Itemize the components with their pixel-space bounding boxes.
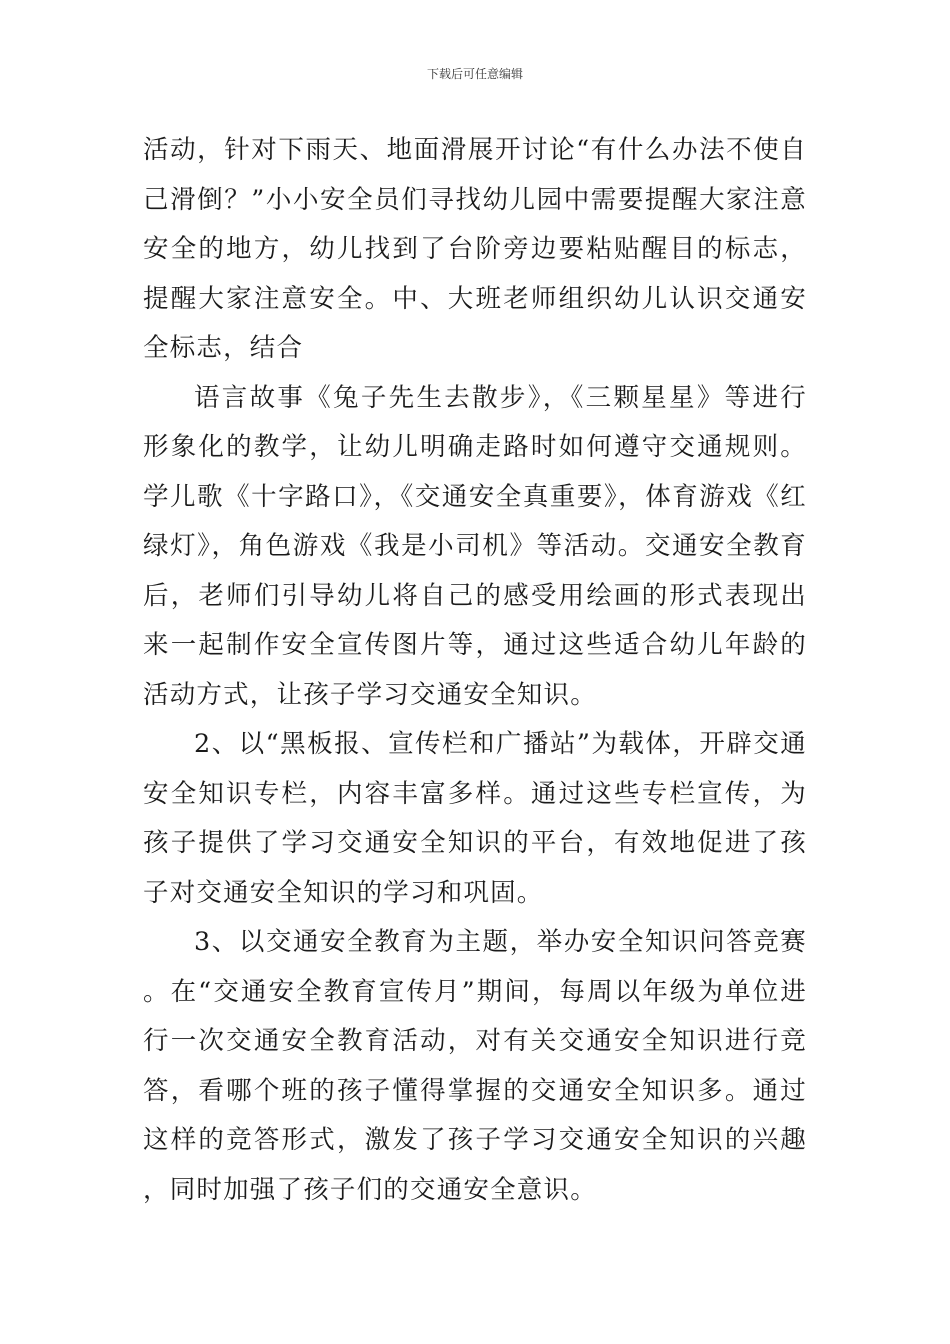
paragraph-item-2: 2、以“黑板报、宣传栏和广播站”为载体，开辟交通安全知识专栏，内容丰富多样。通过这些专栏宣传，为孩子提供了学习交通安全知识的平台，有效地促进了孩子对交通安全知识的学习和巩固。 — [143, 729, 807, 908]
page-header: 下载后可任意编辑 — [426, 67, 523, 81]
paragraph-item-3: 3、以交通安全教育为主题，举办安全知识问答竞赛。在“交通安全教育宣传月”期间，每周以年级为单位进行一次交通安全教育活动，对有关交通安全知识进行竞答，看哪个班的孩子懂得掌握的交通安全知识多。通过这样的竞答形式，激发了孩子学习交通安全知识的兴趣，同时加强了孩子们的交通安全意识。 — [143, 927, 807, 1205]
document-body — [143, 126, 807, 1215]
paragraph-continuation: 活动，针对下雨天、地面滑展开讨论“有什么办法不使自己滑倒？”小小安全员们寻找幼儿园中需要提醒大家注意安全的地方，幼儿找到了台阶旁边要粘贴醒目的标志，提醒大家注意安全。中、大班老师组织幼儿认识交通安全标志，结合 — [143, 135, 807, 363]
paragraph-language-stories: 语言故事《兔子先生去散步》，《三颗星星》等进行形象化的教学，让幼儿明确走路时如何遵守交通规则。学儿歌《十字路口》，《交通安全真重要》，体育游戏《红绿灯》，角色游戏《我是小司机》等活动。交通安全教育后，老师们引导幼儿将自己的感受用绘画的形式表现出来一起制作安全宣传图片等，通过这些适合幼儿年龄的活动方式，让孩子学习交通安全知识。 — [143, 382, 807, 710]
